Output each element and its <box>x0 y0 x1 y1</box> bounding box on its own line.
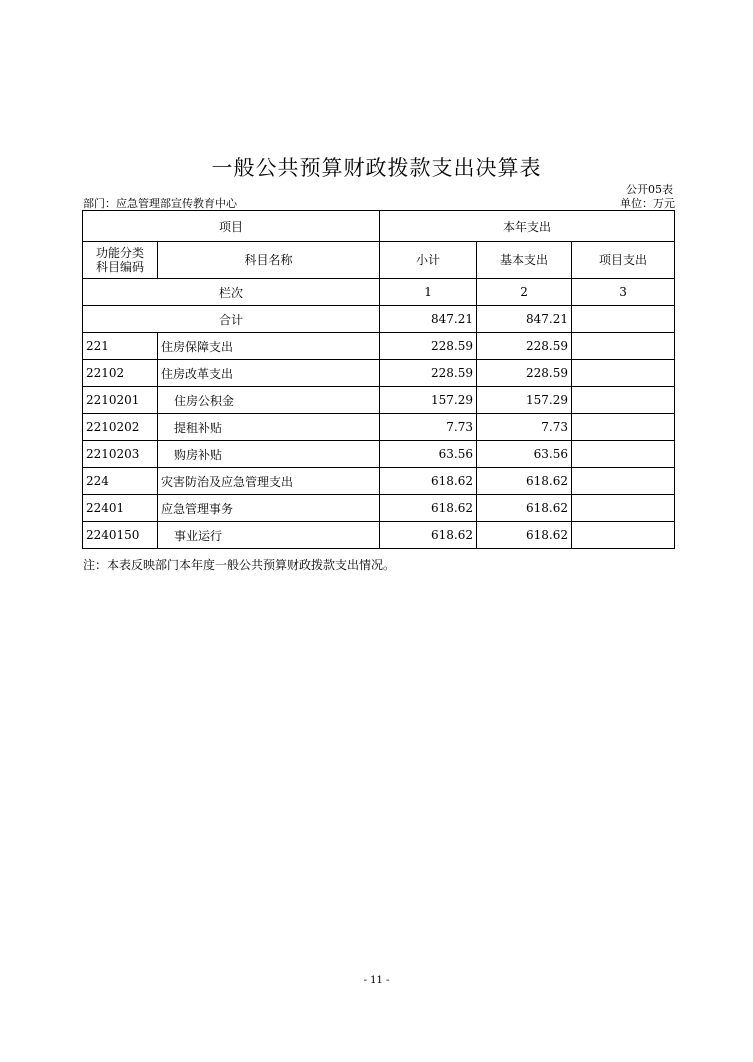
header-row-2 <box>83 242 675 279</box>
row-basic: 618.62 <box>477 495 572 522</box>
header-code <box>83 242 158 279</box>
row-subtotal: 7.73 <box>380 414 477 441</box>
total-row <box>83 306 675 333</box>
row-project <box>572 441 675 468</box>
row-basic: 228.59 <box>477 333 572 360</box>
unit-label: 单位：万元 <box>620 197 675 210</box>
row-project <box>572 333 675 360</box>
row-name: 提租补贴 <box>158 414 380 441</box>
table-row <box>83 522 675 549</box>
row-subtotal: 228.59 <box>380 333 477 360</box>
row-code: 22102 <box>83 360 158 387</box>
row-code: 2240150 <box>83 522 158 549</box>
row-subtotal: 228.59 <box>380 360 477 387</box>
row-project <box>572 414 675 441</box>
row-code: 2210202 <box>83 414 158 441</box>
row-project <box>572 495 675 522</box>
header-code-line1: 功能分类 <box>95 246 144 260</box>
table-row <box>83 414 675 441</box>
form-number: 公开05表 <box>626 183 673 196</box>
page-number: - 11 - <box>363 975 390 986</box>
col-index-2: 2 <box>477 279 572 306</box>
header-current-year: 本年支出 <box>380 211 675 242</box>
page-title: 一般公共预算财政拨款支出决算表 <box>211 156 542 180</box>
row-name: 住房公积金 <box>158 387 380 414</box>
column-label: 栏次 <box>83 279 380 306</box>
row-subtotal: 63.56 <box>380 441 477 468</box>
table-row <box>83 468 675 495</box>
row-name: 应急管理事务 <box>158 495 380 522</box>
header-subtotal: 小计 <box>380 242 477 279</box>
table-row <box>83 333 675 360</box>
row-subtotal: 157.29 <box>380 387 477 414</box>
col-index-3: 3 <box>572 279 675 306</box>
total-basic: 847.21 <box>477 306 572 333</box>
table-row <box>83 387 675 414</box>
row-project <box>572 387 675 414</box>
row-name: 事业运行 <box>158 522 380 549</box>
row-name: 购房补贴 <box>158 441 380 468</box>
header-project: 项目 <box>83 211 380 242</box>
row-basic: 228.59 <box>477 360 572 387</box>
row-code: 221 <box>83 333 158 360</box>
row-code: 2210201 <box>83 387 158 414</box>
row-name: 住房改革支出 <box>158 360 380 387</box>
table-row <box>83 360 675 387</box>
row-subtotal: 618.62 <box>380 495 477 522</box>
row-basic: 157.29 <box>477 387 572 414</box>
total-label: 合计 <box>83 306 380 333</box>
row-subtotal: 618.62 <box>380 522 477 549</box>
column-index-row <box>83 279 675 306</box>
header-name: 科目名称 <box>158 242 380 279</box>
table-row <box>83 495 675 522</box>
expenditure-table <box>82 210 675 549</box>
row-basic: 7.73 <box>477 414 572 441</box>
department-label: 部门：应急管理部宣传教育中心 <box>83 197 237 210</box>
row-name: 住房保障支出 <box>158 333 380 360</box>
row-basic: 618.62 <box>477 468 572 495</box>
row-basic: 63.56 <box>477 441 572 468</box>
row-code: 224 <box>83 468 158 495</box>
col-index-1: 1 <box>380 279 477 306</box>
header-row-1 <box>83 211 675 242</box>
table-row <box>83 441 675 468</box>
row-code: 2210203 <box>83 441 158 468</box>
total-subtotal: 847.21 <box>380 306 477 333</box>
header-project-exp: 项目支出 <box>572 242 675 279</box>
row-project <box>572 360 675 387</box>
header-code-line2: 科目编码 <box>95 260 144 274</box>
row-basic: 618.62 <box>477 522 572 549</box>
row-code: 22401 <box>83 495 158 522</box>
row-name: 灾害防治及应急管理支出 <box>158 468 380 495</box>
row-project <box>572 522 675 549</box>
header-basic: 基本支出 <box>477 242 572 279</box>
row-subtotal: 618.62 <box>380 468 477 495</box>
total-project <box>572 306 675 333</box>
table-note: 注：本表反映部门本年度一般公共预算财政拨款支出情况。 <box>83 558 396 572</box>
row-project <box>572 468 675 495</box>
